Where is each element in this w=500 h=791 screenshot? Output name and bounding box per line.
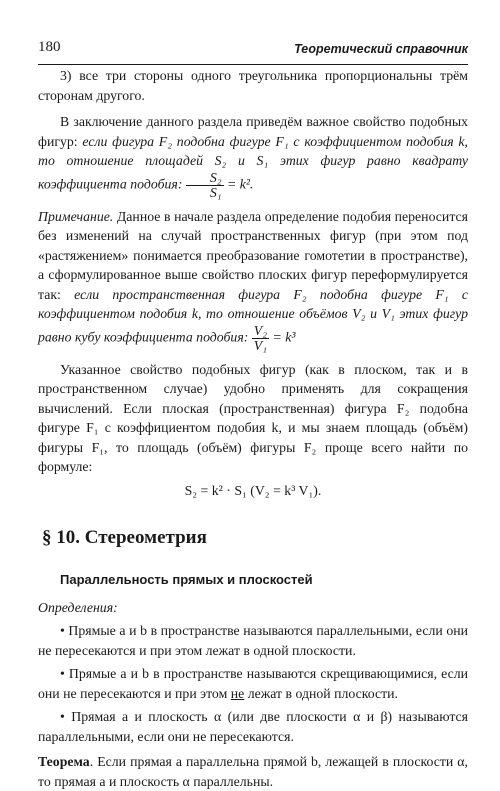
para1-tail: = k². [223, 176, 254, 192]
para1-italic: если фигура F₂ подобна фигуре F₁ с коэффициентом подобия k, то отношение площадей S₂ и S₁ этих фигур равно квадрату коэффициента подобия: [38, 133, 468, 192]
note-text: Данное в начале раздела определение подобия переносится без изменений на случай пространственных фигур (при этом под «растяжением» понимается преобразование гомотетии в пространстве), а сформулированное выше свойство плоских фигур переформулируется так: [38, 208, 468, 302]
fraction-denominator: V₁ [253, 337, 268, 353]
similarity-property-paragraph [38, 112, 468, 200]
similarity-formula: S₂ = k² · S₁ (V₂ = k³ V₁). [184, 482, 322, 498]
fraction-numerator: V₂ [253, 322, 268, 338]
para1-lead: В заключение данного раздела приведём важное свойство подобных фигур: [38, 114, 468, 149]
definition-parallel-lines: • Прямые a и b в пространстве называются параллельными, если они не пересекаются и при этом лежат в одной плоскости. [38, 623, 468, 658]
definition-skew-lines [38, 664, 468, 703]
skew-post: лежат в одной плоскости. [244, 685, 398, 701]
definitions-label: Определения: [38, 599, 118, 615]
note-paragraph [38, 207, 468, 353]
volume-ratio-fraction [252, 324, 269, 353]
running-title: Теоретический справочник [294, 42, 468, 56]
note-label: Примечание. [38, 208, 114, 224]
usage-paragraph: Указанное свойство подобных фигур (как в плоском, так и в пространственном случае) удобно применять для сокращения вычислений. Если плоская (пространственная) фигура F₂ подобна фигуре F₁ с коэффициентом подобия k, и мы знаем площадь (объём) фигуры F₁, то площадь (объём) фигуры F₂ проще всего найти по формуле: [38, 361, 468, 474]
page-body [38, 66, 468, 791]
theorem-paragraph [38, 752, 468, 791]
fraction-numerator: S₂ [186, 171, 224, 186]
subsection-title: Параллельность прямых и плоскостей [60, 572, 313, 587]
theorem-label: Теорема [38, 754, 90, 769]
area-ratio-fraction [186, 171, 224, 200]
page-header [38, 36, 468, 65]
section-title: § 10. Стереометрия [42, 527, 207, 548]
skew-pre: • Прямые a и b в пространстве называются скрещивающимися, если они не пересекаются и при этом [38, 666, 468, 701]
fraction-denominator: S₁ [209, 184, 222, 200]
theorem-text: . Если прямая a параллельна прямой b, лежащей в плоскости α, то прямая a и плоскость α параллельны. [38, 754, 468, 789]
note-tail: = k³ [269, 329, 296, 345]
item-3-text: 3) все три стороны одного треугольника пропорциональны трём сторонам другого. [38, 68, 468, 103]
page-number: 180 [38, 39, 61, 55]
skew-underlined-word: не [230, 685, 245, 701]
note-italic: если пространственная фигура F₂ подобна фигуре F₁ с коэффициентом подобия k, то отношение объёмов V₂ и V₁ этих фигур равно кубу коэффициента подобия: [38, 286, 468, 345]
definition-parallel-line-plane: • Прямая a и плоскость α (или две плоскости α и β) называются параллельными, если они не пересекаются. [38, 709, 468, 744]
